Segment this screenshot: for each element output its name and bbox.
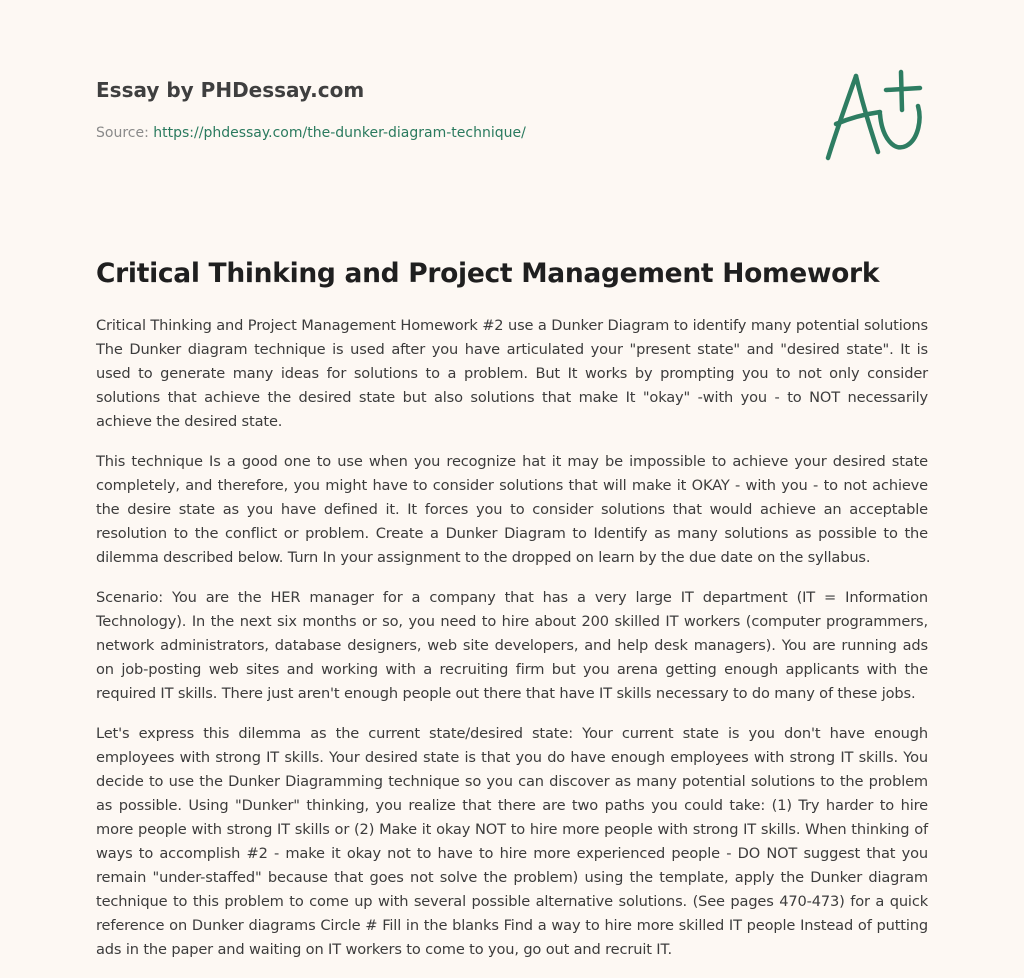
a-plus-grade-icon [822,66,926,164]
essay-header [96,76,526,142]
essay-paragraph: Let's express this dilemma as the current state/desired state: Your current state is you don't have enough employees with strong IT skills. Your desired state is that you do have enough employees with strong IT skills. You decide to use the Dunker Diagramming technique so you can discover as many potential solutions to the problem as possible. Using "Dunker" thinking, you realize that there are two paths you could take: (1) Try harder to hire more people with strong IT skills or (2) Make it okay NOT to hire more people with strong IT skills. When thinking of ways to accomplish #2 - make it okay not to have to hire more experienced people - DO NOT suggest that you remain "under-staffed" because that goes not solve the problem) using the template, apply the Dunker diagram technique to this problem to come up with several possible alternative solutions. (See pages 470-473) for a quick reference on Dunker diagrams Circle # Fill in the blanks Find a way to hire more skilled IT people Instead of putting ads in the paper and waiting on IT workers to come to you, go out and recruit IT. [96,725,928,958]
source-label: Source: [96,125,149,141]
essay-title: Critical Thinking and Project Management Homework [96,258,880,289]
essay-body [96,314,928,978]
essay-paragraph: This technique Is a good one to use when you recognize hat it may be impossible to achieve your desired state completely, and therefore, you might have to consider solutions that will make it OKAY - with you - to not achieve the desire state as you have defined it. It forces you to consider solutions that would achieve an acceptable resolution to the conflict or problem. Create a Dunker Diagram to Identify as many solutions as possible to the dilemma described below. Turn In your assignment to the dropped on learn by the due date on the syllabus. [96,453,928,566]
source-line [96,124,526,142]
brand-title: Essay by PHDessay.com [96,78,365,102]
essay-paragraph: Scenario: You are the HER manager for a company that has a very large IT department (IT = Information Technology). In the next six months or so, you need to hire about 200 skilled IT workers (computer programmers, network administrators, database designers, web site developers, and help desk managers). You are running ads on job-posting web sites and working with a recruiting firm but you arena getting enough applicants with the required IT skills. There just aren't enough people out there that have IT skills necessary to do many of these jobs. [96,589,928,702]
essay-paragraph: Critical Thinking and Project Management Homework #2 use a Dunker Diagram to identify many potential solutions The Dunker diagram technique is used after you have articulated your "present state" and "desired state". It is used to generate many ideas for solutions to a problem. But It works by prompting you to not only consider solutions that achieve the desired state but also solutions that make It "okay" -with you - to NOT necessarily achieve the desired state. [96,317,928,430]
source-link[interactable]: https://phdessay.com/the-dunker-diagram-technique/ [153,125,526,141]
